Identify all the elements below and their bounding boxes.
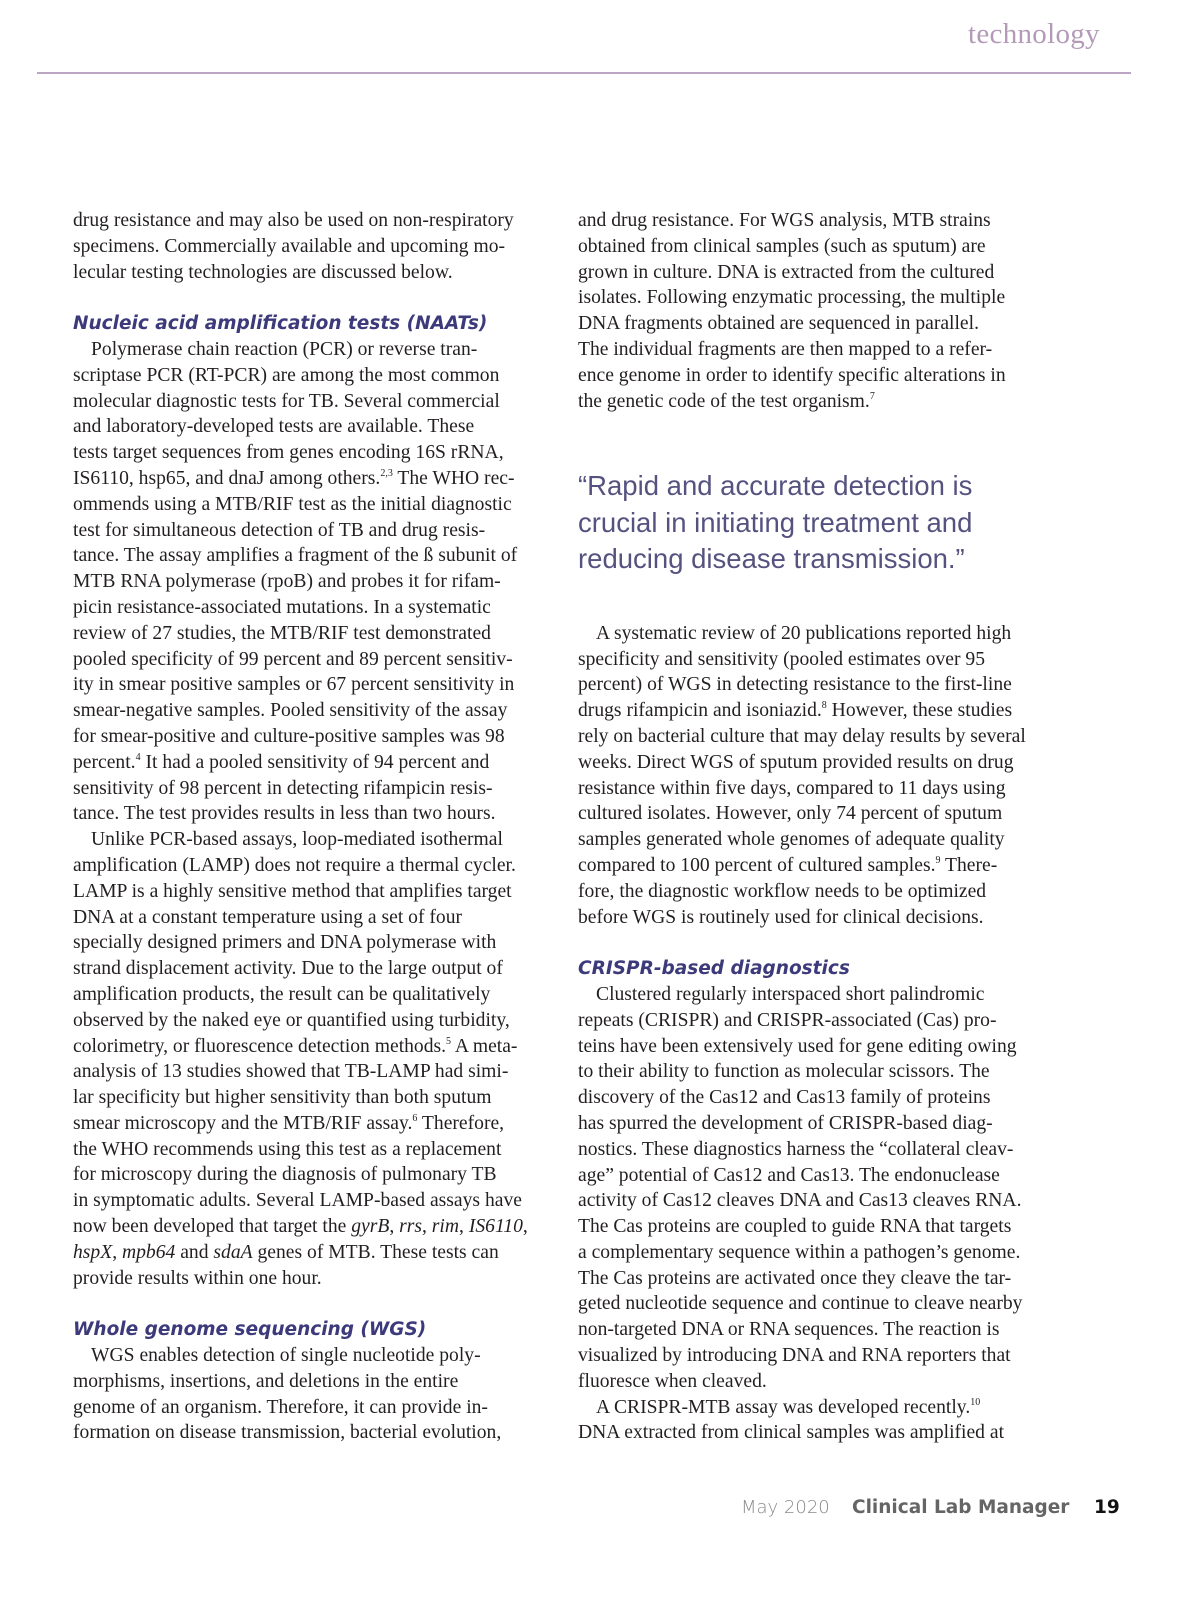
text-line: A systematic review of 20 publications reported high [596,622,1012,644]
footnote-ref: 6 [412,1112,418,1124]
text-line: weeks. Direct WGS of sputum provided results on drug [578,751,1014,773]
text-line: specimens. Commercially available and upcoming mo- [73,235,506,257]
text-line: cultured isolates. However, only 74 percent of sputum [578,803,1003,825]
text-line: lar specificity but higher sensitivity than both sputum [73,1087,492,1109]
text-line: tests target sequences from genes encoding 16S rRNA, [73,442,504,464]
text-line: The Cas proteins are coupled to guide RNA that targets [578,1216,1012,1238]
magazine-title: Clinical Lab Manager [852,1497,1070,1518]
text-line: specially designed primers and DNA polymerase with [73,932,497,954]
text-line: Clustered regularly interspaced short palindromic [596,983,985,1005]
text-line: geted nucleotide sequence and continue to cleave nearby [578,1293,1023,1315]
text-line: has spurred the development of CRISPR-based diag- [578,1112,993,1134]
text-line: for smear-positive and culture-positive samples was 98 [73,725,505,747]
text-line: fluoresce when cleaved. [578,1370,767,1392]
text-line: amplification (LAMP) does not require a thermal cycler. [73,854,516,876]
paragraph [578,1395,1068,1447]
text-line: Unlike PCR-based assays, loop-mediated isothermal [91,829,503,851]
text-line: formation on disease transmission, bacterial evolution, [73,1422,502,1444]
article-column-left [73,208,563,1446]
paragraph [578,982,1068,1395]
text-line: visualized by introducing DNA and RNA reporters that [578,1345,1011,1367]
text-line: age” potential of Cas12 and Cas13. The endonuclease [578,1164,1000,1186]
text-line: hspX, mpb64 and sdaA genes of MTB. These tests can [73,1241,499,1263]
text-line: rely on bacterial culture that may delay results by several [578,725,1026,747]
footnote-ref: 9 [935,854,941,866]
section-heading: Nucleic acid amplification tests (NAATs) [73,313,488,335]
gene-name: hspX [73,1241,113,1263]
text-line: resistance within five days, compared to 11 days using [578,777,1006,799]
text-line: amplification products, the result can be qualitatively [73,983,491,1005]
text-line: drug resistance and may also be used on non-respiratory [73,210,514,231]
pull-quote-line: “Rapid and accurate detection is [578,470,973,502]
text-line: for microscopy during the diagnosis of pulmonary TB [73,1164,497,1186]
text-line: DNA fragments obtained are sequenced in parallel. [578,313,979,335]
footnote-ref: 10 [970,1396,981,1408]
section-label: technology [968,18,1100,50]
text-line: smear-negative samples. Pooled sensitivity of the assay [73,700,508,722]
text-line: pooled specificity of 99 percent and 89 percent sensitiv- [73,648,513,670]
text-line: activity of Cas12 cleaves DNA and Cas13 cleaves RNA. [578,1190,1022,1212]
footnote-ref: 7 [869,390,875,402]
text-line: in symptomatic adults. Several LAMP-based assays have [73,1190,522,1212]
text-line: scriptase PCR (RT-PCR) are among the most common [73,364,500,386]
gene-name: mpb64 [121,1241,176,1263]
pull-quote [578,414,1068,620]
text-line: nostics. These diagnostics harness the “collateral cleav- [578,1138,1014,1160]
text-line: picin resistance-associated mutations. In a systematic [73,596,491,618]
footnote-ref: 2,3 [380,467,393,479]
text-line: observed by the naked eye or quantified using turbidity, [73,1009,510,1031]
article-column-right [578,208,1068,1446]
text-line: DNA at a constant temperature using a set of four [73,906,463,928]
text-line: ity in smear positive samples or 67 percent sensitivity in [73,674,515,696]
gene-name: sdaA [213,1241,253,1263]
text-line: ommends using a MTB/RIF test as the initial diagnostic [73,493,512,515]
text-line: test for simultaneous detection of TB and drug resis- [73,519,486,541]
text-line: percent.$^4$ It had a pooled sensitivity of 94 percent and [73,751,490,773]
paragraph [73,1343,563,1446]
footnote-ref: 8 [821,700,827,712]
text-line: WGS enables detection of single nucleotide poly- [91,1345,481,1367]
text-line: non-targeted DNA or RNA sequences. The reaction is [578,1319,1000,1341]
text-line: the WHO recommends using this test as a replacement [73,1138,502,1160]
text-line: lecular testing technologies are discussed below. [73,261,453,283]
text-line: a complementary sequence within a pathogen’s genome. [578,1241,1021,1263]
header-rule [37,72,1131,74]
text-line: repeats (CRISPR) and CRISPR-associated (Cas) pro- [578,1009,997,1031]
gene-name: rim [431,1216,460,1238]
text-line: and drug resistance. For WGS analysis, MTB strains [578,210,991,231]
text-line: tance. The test provides results in less than two hours. [73,803,496,825]
paragraph [73,337,563,827]
text-line: grown in culture. DNA is extracted from the cultured [578,261,995,283]
text-line: teins have been extensively used for gene editing owing [578,1035,1017,1057]
text-line: and laboratory-developed tests are available. These [73,416,475,438]
page-number: 19 [1094,1497,1120,1518]
text-line: fore, the diagnostic workflow needs to be optimized [578,880,987,902]
text-line: ence genome in order to identify specific alterations in [578,364,1006,386]
text-line: drugs rifampicin and isoniazid.$^8$ However, these studies [578,700,1013,722]
text-line: specificity and sensitivity (pooled estimates over 95 [578,648,986,670]
issue-date: May 2020 [741,1497,830,1518]
text-line: percent) of WGS in detecting resistance to the first-line [578,674,1012,696]
section-heading: Whole genome sequencing (WGS) [73,1319,427,1341]
text-line: obtained from clinical samples (such as sputum) are [578,235,986,257]
text-line: IS6110, hsp65, and dnaJ among others.$^{2,3}$ The WHO rec- [73,467,515,489]
text-line: The individual fragments are then mapped to a refer- [578,338,993,360]
paragraph [73,208,563,285]
text-line: smear microscopy and the MTB/RIF assay.$^6$ Therefore, [73,1112,505,1134]
text-line: molecular diagnostic tests for TB. Several commercial [73,390,500,412]
text-line: colorimetry, or fluorescence detection methods.$^5$ A meta- [73,1035,518,1057]
text-line: MTB RNA polymerase (rpoB) and probes it for rifam- [73,571,501,593]
footnote-ref: 5 [446,1035,452,1047]
text-line: before WGS is routinely used for clinical decisions. [578,906,984,928]
pull-quote-line: reducing disease transmission.” [578,543,965,575]
text-line: compared to 100 percent of cultured samples.$^9$ There- [578,854,998,876]
text-line: provide results within one hour. [73,1267,322,1289]
text-line: tance. The assay amplifies a fragment of the ß subunit of [73,545,518,567]
gene-name: gyrB [351,1216,390,1238]
text-line: samples generated whole genomes of adequate quality [578,829,1005,851]
paragraph [578,621,1068,931]
text-line: now been developed that target the gyrB, rrs, rim, IS6110, [73,1216,528,1238]
text-line: sensitivity of 98 percent in detecting rifampicin resis- [73,777,493,799]
text-line: strand displacement activity. Due to the large output of [73,958,503,980]
pull-quote-line: crucial in initiating treatment and [578,506,973,538]
text-line: morphisms, insertions, and deletions in the entire [73,1370,459,1392]
section-heading: CRISPR-based diagnostics [578,958,850,980]
text-line: review of 27 studies, the MTB/RIF test demonstrated [73,622,491,644]
gene-name: IS6110 [468,1216,523,1238]
text-line: A CRISPR-MTB assay was developed recently.$^{10}$ [596,1396,981,1418]
text-line: Polymerase chain reaction (PCR) or reverse tran- [91,338,478,360]
footnote-ref: 4 [135,751,141,763]
text-line: The Cas proteins are activated once they cleave the tar- [578,1267,1012,1289]
text-line: the genetic code of the test organism.$^7$ [578,390,875,412]
text-line: isolates. Following enzymatic processing, the multiple [578,287,1006,309]
text-line: discovery of the Cas12 and Cas13 family of proteins [578,1087,991,1109]
paragraph [578,208,1068,414]
gene-name: rrs [399,1216,422,1238]
text-line: DNA extracted from clinical samples was amplified at [578,1422,1005,1444]
text-line: analysis of 13 studies showed that TB-LAMP had simi- [73,1061,509,1083]
text-line: LAMP is a highly sensitive method that amplifies target [73,880,512,902]
paragraph [73,827,563,1291]
text-line: genome of an organism. Therefore, it can provide in- [73,1396,488,1418]
text-line: to their ability to function as molecular scissors. The [578,1061,990,1083]
